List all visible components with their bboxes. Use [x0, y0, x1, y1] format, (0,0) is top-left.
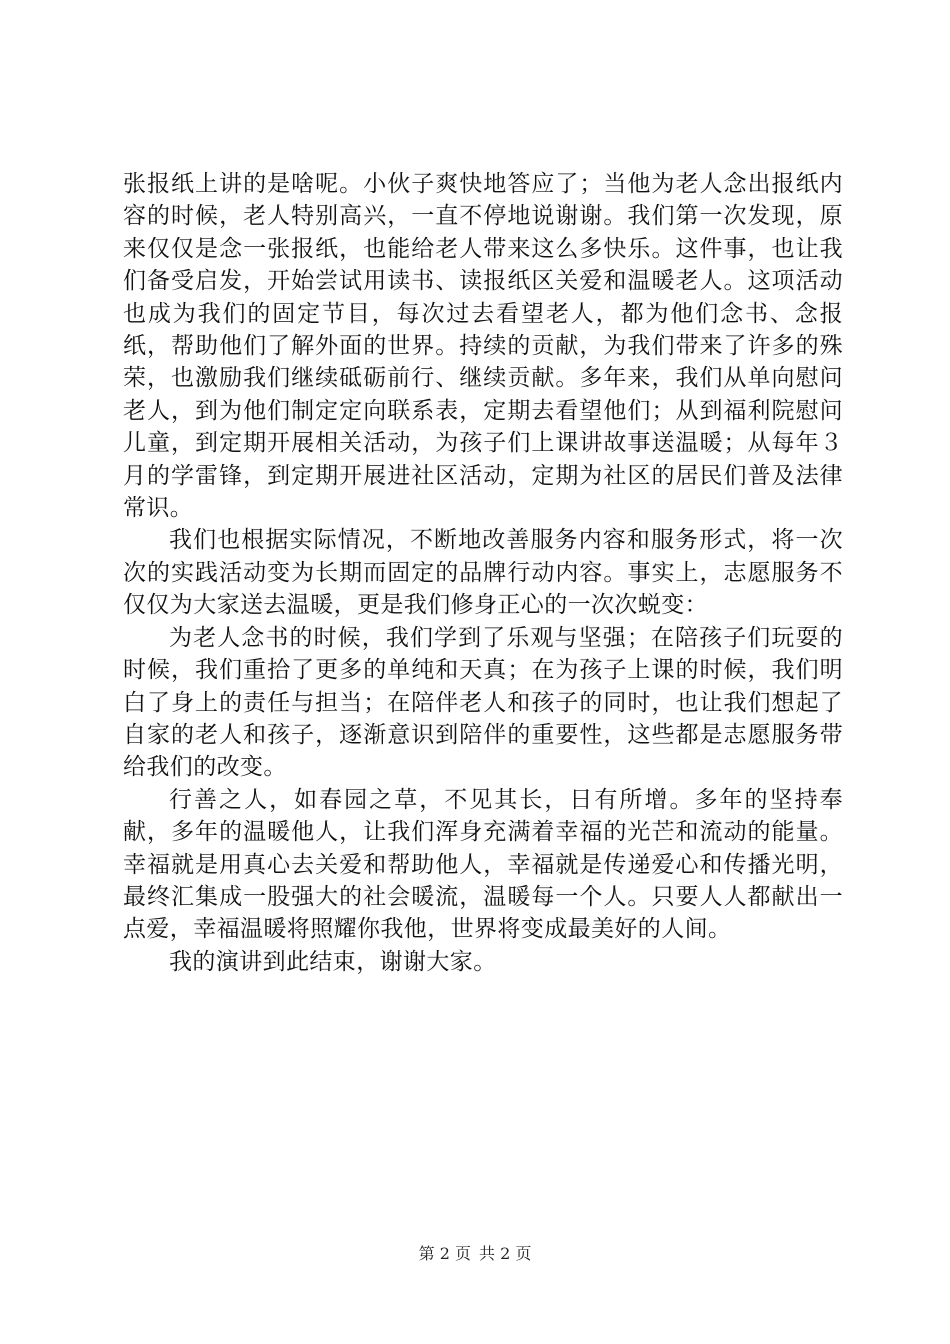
paragraph-3: 为老人念书的时候，我们学到了乐观与坚强；在陪孩子们玩耍的时候，我们重拾了更多的单纯和天真；在为孩子上课的时候，我们明白了身上的责任与担当；在陪伴老人和孩子的同时，也让我们想起了自家的老人和孩子，逐渐意识到陪伴的重要性，这些都是志愿服务带给我们的改变。	[123, 624, 843, 781]
page-number-total: 共 2 页	[479, 1244, 532, 1263]
paragraph-5: 我的演讲到此结束，谢谢大家。	[169, 948, 497, 975]
page-footer	[0, 1243, 950, 1265]
paragraph-1: 张报纸上讲的是啥呢。小伙子爽快地答应了；当他为老人念出报纸内容的时候，老人特别高兴，一直不停地说谢谢。我们第一次发现，原来仅仅是念一张报纸，也能给老人带来这么多快乐。这件事，也让我们备受启发，开始尝试用读书、读报纸区关爱和温暖老人。这项活动也成为我们的固定节目，每次过去看望老人，都为他们念书、念报纸，帮助他们了解外面的世界。持续的贡献，为我们带来了许多的殊荣，也激励我们继续砥砺前行、继续贡献。多年来，我们从单向慰问老人，到为他们制定定向联系表，定期去看望他们；从到福利院慰问儿童，到定期开展相关活动，为孩子们上课讲故事送温暖；从每年３月的学雷锋，到定期开展进社区活动，定期为社区的居民们普及法律常识。	[123, 171, 843, 522]
page-number-current: 第 2 页	[418, 1244, 471, 1263]
paragraph-2: 我们也根据实际情况，不断地改善服务内容和服务形式，将一次次的实践活动变为长期而固定的品牌行动内容。事实上，志愿服务不仅仅为大家送去温暖，更是我们修身正心的一次次蜕变：	[123, 527, 843, 619]
paragraph-4: 行善之人，如春园之草，不见其长，日有所增。多年的坚持奉献，多年的温暖他人，让我们浑身充满着幸福的光芒和流动的能量。幸福就是用真心去关爱和帮助他人，幸福就是传递爱心和传播光明，最终汇集成一股强大的社会暖流，温暖每一个人。只要人人都献出一点爱，幸福温暖将照耀你我他，世界将变成最美好的人间。	[123, 786, 843, 943]
document-body	[123, 168, 843, 978]
